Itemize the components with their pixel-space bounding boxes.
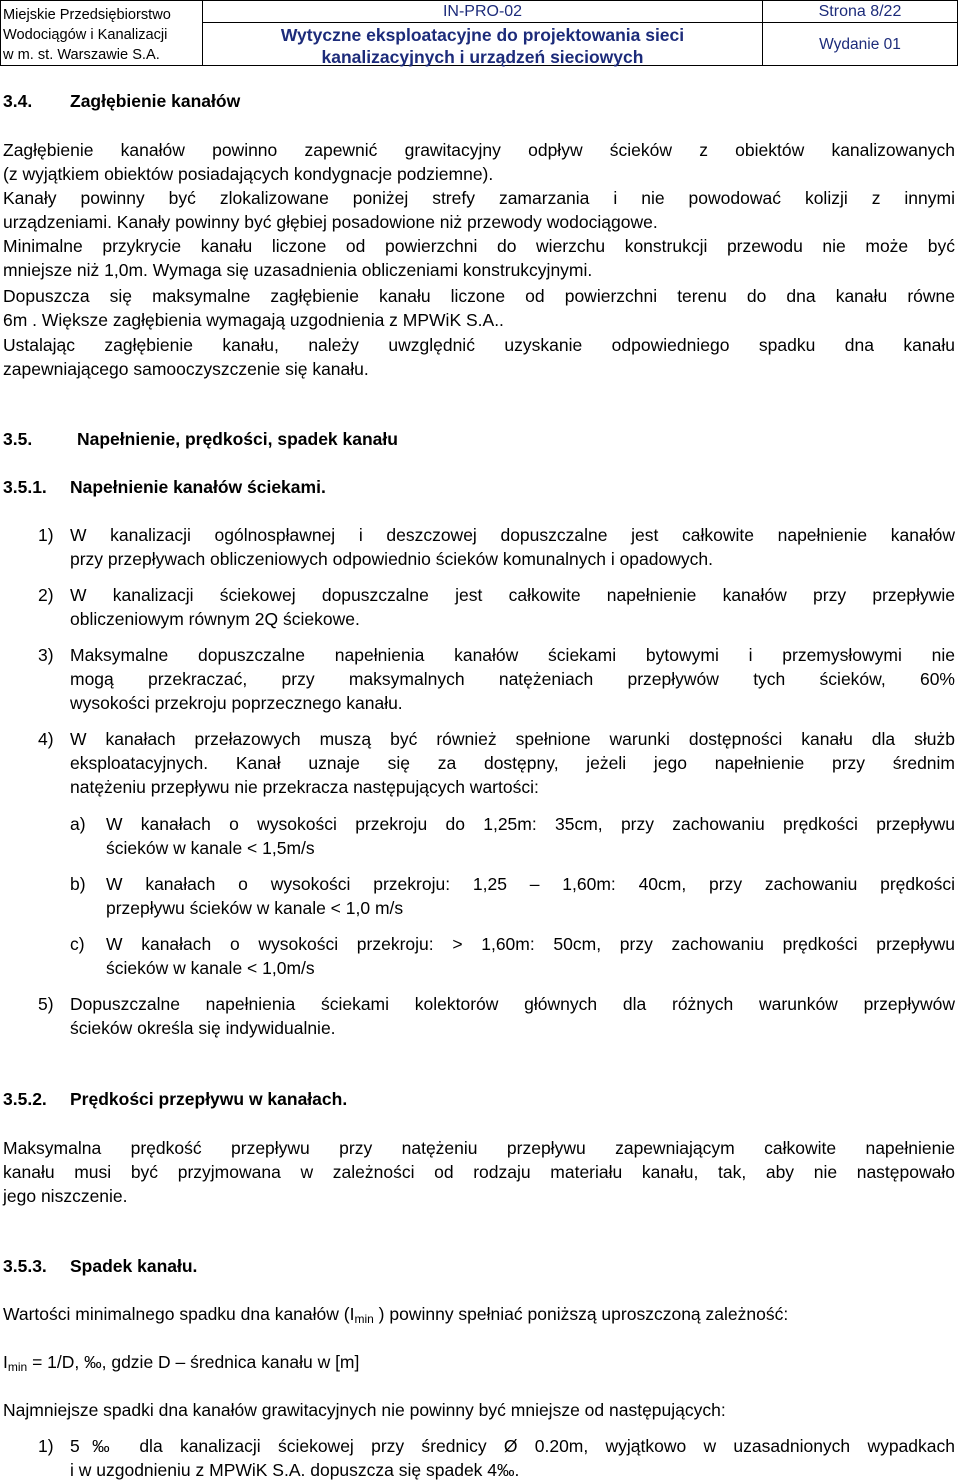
section-3-5-number: 3.5. (3, 429, 33, 449)
list-item-line: i w uzgodnieniu z MPWiK S.A. dopuszcza się spadek 4‰. (70, 1460, 520, 1480)
list-marker: 4) (38, 729, 54, 749)
page-info-cell (763, 1, 957, 65)
paragraph-line: Maksymalna prędkość przepływu przy natężeniu przepływu zapewniającym całkowite napełnienie (3, 1138, 955, 1158)
list-item-line: obliczeniowym równym 2Q ściekowe. (70, 609, 360, 629)
org-line-3: w m. st. Warszawie S.A. (3, 47, 160, 63)
paragraph-line: Dopuszcza się maksymalne zagłębienie kanału liczone od powierzchni terenu do dna kanału równe (3, 286, 955, 306)
list-item-line: W kanalizacji ogólnospławnej i deszczowej dopuszczalne jest całkowite napełnienie kanałów (70, 525, 955, 545)
section-3-5-1-number: 3.5.1. (3, 477, 47, 497)
paragraph-line: mniejsze niż 1,0m. Wymaga się uzasadnienia obliczeniami konstrukcyjnymi. (3, 260, 593, 280)
paragraph-line: zapewniającego samooczyszczenie się kanału. (3, 359, 369, 379)
formula-symbol: I (3, 1352, 8, 1372)
formula-text: = 1/D, ‰, gdzie D – średnica kanału w [m] (27, 1352, 360, 1372)
list-item-line: eksploatacyjnych. Kanał uznaje się za dostępny, jeżeli jego napełnienie przy średnim (70, 753, 955, 773)
paragraph-line: Zagłębienie kanałów powinno zapewnić grawitacyjny odpływ ścieków z obiektów kanalizowanych (3, 140, 955, 160)
list-item-line: 5‰ dla kanalizacji ściekowej przy średnicy Ø 0.20m, wyjątkowo w uzasadnionych wypadkach (70, 1436, 955, 1456)
paragraph-line: urządzeniami. Kanały powinny być głębiej posadowione niż przewody wodociągowe. (3, 212, 658, 232)
slope-intro (3, 1302, 788, 1331)
list-item-line: natężeniu przepływu nie przekracza następujących wartości: (70, 777, 539, 797)
slope-intro-subscript: min (354, 1312, 374, 1326)
section-3-5-2-number: 3.5.2. (3, 1089, 47, 1109)
org-line-2: Wodociągów i Kanalizacji (3, 27, 168, 43)
list-marker: 1) (38, 525, 54, 545)
edition: Wydanie 01 (819, 36, 901, 53)
list-marker: c) (70, 934, 85, 954)
paragraph-line: Ustalając zagłębienie kanału, należy uwzględnić uzyskanie odpowiedniego spadku dna kanału (3, 335, 955, 355)
paragraph-line: Minimalne przykrycie kanału liczone od powierzchni do wierzchu konstrukcji przewodu nie może być (3, 236, 955, 256)
page-number: Strona 8/22 (763, 1, 957, 23)
list-marker: 5) (38, 994, 54, 1014)
list-item-line: W kanalizacji ściekowej dopuszczalne jest całkowite napełnienie kanałów przy przepływie (70, 585, 955, 605)
list-marker: b) (70, 874, 86, 894)
paragraph-line: jego niszczenie. (3, 1186, 128, 1206)
list-item-line: W kanałach o wysokości przekroju do 1,25m: 35cm, przy zachowaniu prędkości przepływu (106, 814, 955, 834)
list-marker: a) (70, 814, 86, 834)
section-3-4-number: 3.4. (3, 91, 33, 111)
list-item-line: ścieków w kanale < 1,5m/s (106, 838, 315, 858)
list-item-line: wysokości przekroju poprzecznego kanału. (70, 693, 403, 713)
list-item-line: przy przepływach obliczeniowych odpowiednio ścieków komunalnych i opadowych. (70, 549, 713, 569)
slope-intro-post: ) powinny spełniać poniższą uproszczoną zależność: (373, 1304, 789, 1324)
list-item-line: przepływu ścieków w kanale < 1,0 m/s (106, 898, 404, 918)
paragraph-line: Kanały powinny być zlokalizowane poniżej strefy zamarzania i nie powodować kolizji z innymi (3, 188, 955, 208)
list-marker: 2) (38, 585, 54, 605)
document-title-line-2: kanalizacyjnych i urządzeń sieciowych (321, 47, 644, 67)
list-item-line: mogą przekraczać, przy maksymalnych natężeniach przepływów tych ścieków, 60% (70, 669, 955, 689)
list-item-line: W kanałach przełazowych muszą być również spełnione warunki dostępności kanału dla służb (70, 729, 955, 749)
list-item-line: ścieków w kanale < 1,0m/s (106, 958, 315, 978)
list-item-line: W kanałach o wysokości przekroju: > 1,60m: 50cm, przy zachowaniu prędkości przepływu (106, 934, 955, 954)
document-title-line-1: Wytyczne eksploatacyjne do projektowania sieci (280, 25, 685, 45)
slope-formula (3, 1350, 359, 1379)
list-item-line: ścieków określa się indywidualnie. (70, 1018, 336, 1038)
list-marker: 3) (38, 645, 54, 665)
paragraph-line: kanału musi być przyjmowana w zależności od rodzaju materiału kanału, tak, aby nie następowało (3, 1162, 955, 1182)
section-3-5-3-title: Spadek kanału. (70, 1256, 198, 1276)
list-marker: 1) (38, 1436, 54, 1456)
paragraph-line: (z wyjątkiem obiektów posiadających kondygnacje podziemne). (3, 164, 494, 184)
document-code: IN-PRO-02 (203, 1, 762, 23)
list-item-line: Dopuszczalne napełnienia ściekami kolektorów głównych dla różnych warunków przepływów (70, 994, 955, 1014)
organization-cell (1, 1, 203, 65)
section-3-5-1-title: Napełnienie kanałów ściekami. (70, 477, 326, 497)
formula-subscript: min (7, 1360, 28, 1374)
list-item-line: W kanałach o wysokości przekroju: 1,25 – 1,60m: 40cm, przy zachowaniu prędkości (106, 874, 955, 894)
section-3-4-title: Zagłębienie kanałów (70, 91, 241, 111)
paragraph-line: 6m . Większe zagłębienia wymagają uzgodnienia z MPWiK S.A.. (3, 310, 504, 330)
smallest-slopes-text: Najmniejsze spadki dna kanałów grawitacyjnych nie powinny być mniejsze od następujących: (3, 1400, 726, 1420)
document-title-cell (203, 1, 763, 65)
section-3-5-2-title: Prędkości przepływu w kanałach. (70, 1089, 348, 1109)
org-line-1: Miejskie Przedsiębiorstwo (3, 7, 171, 23)
document-header (0, 0, 958, 66)
list-item-line: Maksymalne dopuszczalne napełnienia kanałów ściekami bytowymi i przemysłowymi nie (70, 645, 955, 665)
slope-intro-pre: Wartości minimalnego spadku dna kanałów (I (3, 1304, 355, 1324)
section-3-5-title: Napełnienie, prędkości, spadek kanału (77, 429, 398, 449)
section-3-5-3-number: 3.5.3. (3, 1256, 47, 1276)
